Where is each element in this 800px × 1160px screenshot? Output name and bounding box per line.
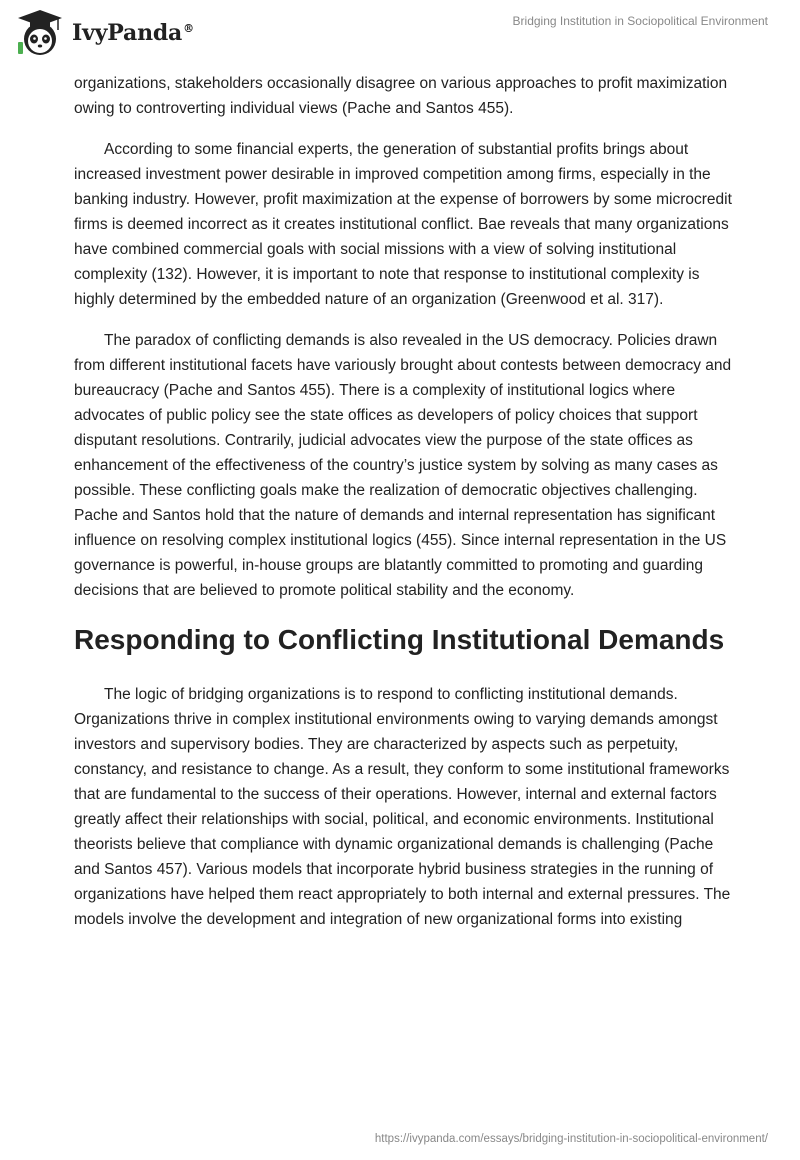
document-title: Bridging Institution in Sociopolitical Environment [512, 14, 768, 28]
panda-graduate-logo-icon [14, 8, 66, 58]
paragraph-4: The logic of bridging organizations is to respond to conflicting institutional demands. Organizations thrive in complex institutional environments owing to varying demands amongst investors and supervisory bodies. They are characterized by aspects such as perpetuity, constancy, and resistance to change. As a result, they conform to some institutional frameworks that are fundamental to the success of their operations. However, internal and external factors greatly affect their relationships with social, political, and economic environments. Institutional theorists believe that compliance with dynamic organizational demands is challenging (Pache and Santos 457). Various models that incorporate hybrid business strategies in the running of organizations have helped them react appropriately to both internal and external pressures. The models involve the development and integration of new organizational forms into existing [74, 686, 731, 928]
registered-mark: ® [183, 21, 194, 35]
brand-logo[interactable] [14, 8, 194, 58]
section-heading: Responding to Conflicting Institutional Demands [74, 624, 725, 655]
paragraph-1: organizations, stakeholders occasionally disagree on various approaches to profit maximization owing to controverting individual views (Pache and Santos 455). [74, 75, 728, 117]
brand-name: IvyPanda® [72, 20, 194, 46]
essay-body [74, 71, 734, 948]
paragraph-3: The paradox of conflicting demands is also revealed in the US democracy. Policies drawn from different institutional facets have variously brought about contests between democracy and bureaucracy (Pache and Santos 455). There is a complexity of institutional logics where advocates of public policy see the state offices as developers of policy choices that support disputant resolutions. Contrarily, judicial advocates view the purpose of the state offices as enhancement of the effectiveness of the country’s justice system by solving as many cases as possible. These conflicting goals make the realization of democratic objectives challenging. Pache and Santos hold that the nature of demands and internal representation has significant influence on resolving complex institutional logics (455). Since internal representation in the US governance is powerful, in-house groups are blatantly committed to promoting and guarding decisions that are believed to promote political stability and the economy. [74, 332, 732, 599]
source-url[interactable]: https://ivypanda.com/essays/bridging-institution-in-sociopolitical-environment/ [374, 1133, 768, 1145]
page-header [0, 0, 800, 66]
paragraph-2: According to some financial experts, the generation of substantial profits brings about increased investment power desirable in improved competition among firms, especially in the banking industry. However, profit maximization at the expense of borrowers by some microcredit firms is deemed incorrect as it creates institutional conflict. Bae reveals that many organizations have combined commercial goals with social missions with a view of solving institutional complexity (132). However, it is important to note that response to institutional complexity is highly determined by the embedded nature of an organization (Greenwood et al. 317). [74, 141, 732, 308]
